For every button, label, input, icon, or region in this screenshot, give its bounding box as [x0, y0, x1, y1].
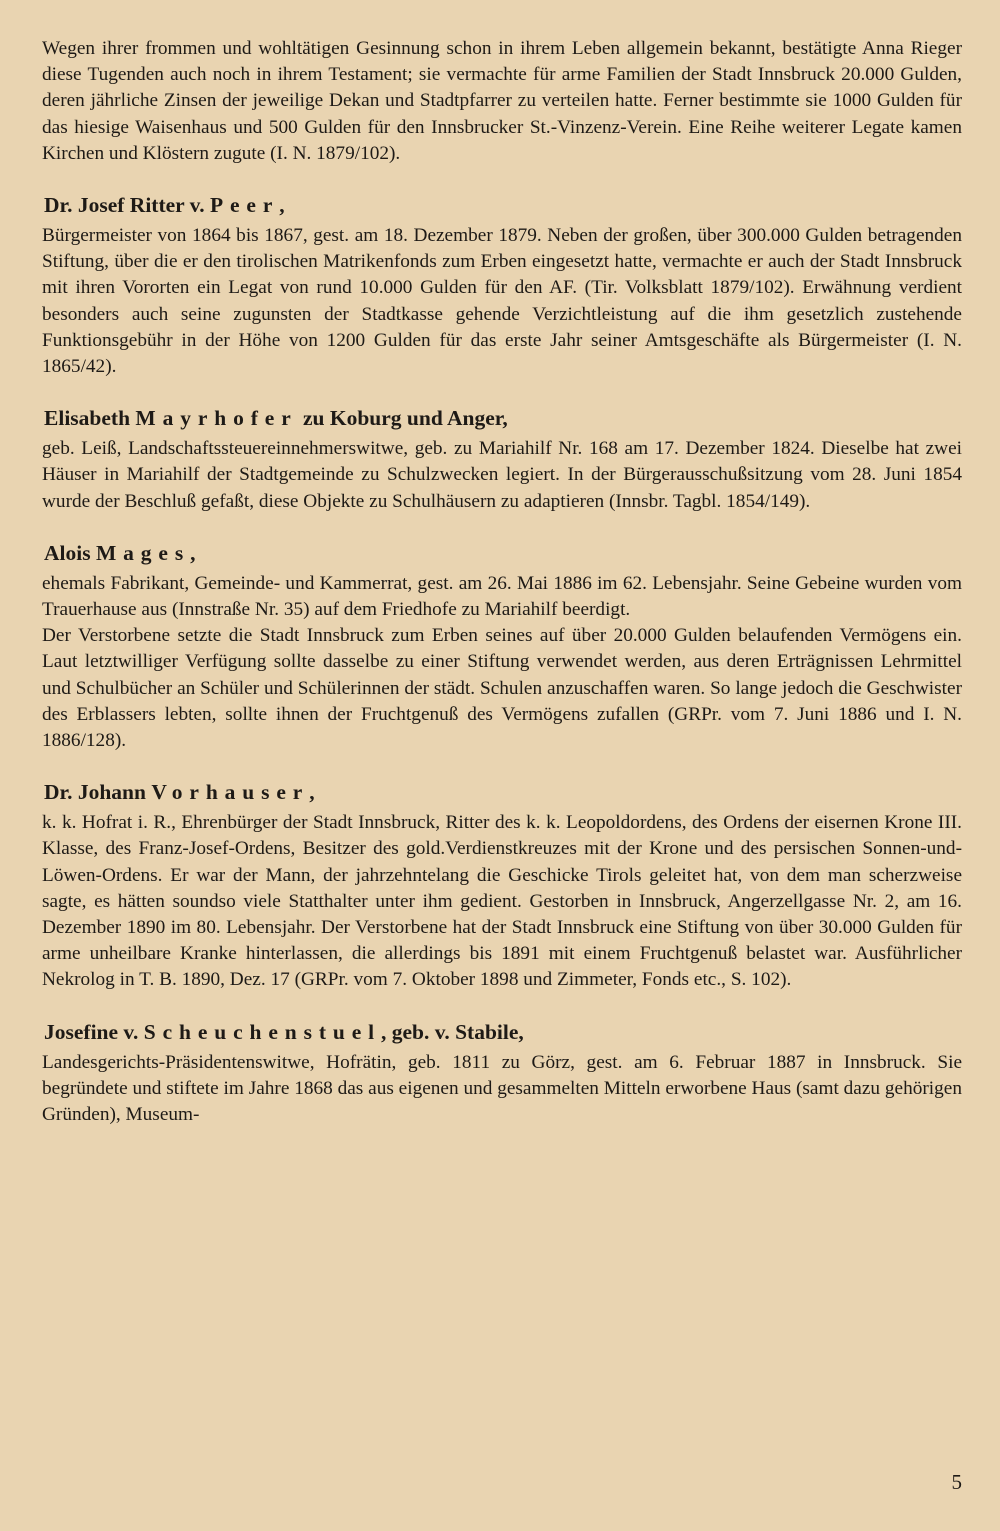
entry-body	[42, 571, 962, 754]
intro-paragraph: Wegen ihrer frommen und wohltätigen Gesinnung schon in ihrem Leben allgemein bekannt, bestätigte Anna Rieger diese Tugenden auch noch in ihrem Testament; sie vermachte für arme Familien der Stadt Innsbruck 20.000 Gulden, deren jährliche Zinsen der jeweilige Dekan und Stadtpfarrer zu verteilen hatte. Ferner bestimmte sie 1000 Gulden für das hiesige Waisenhaus und 500 Gulden für den Innsbrucker St.-Vinzenz-Verein. Eine Reihe weiterer Legate kamen Kirchen und Klöstern zugute (I. N. 1879/102).	[42, 38, 962, 164]
heading-prefix: Josefine v.	[44, 1019, 144, 1044]
entry-heading	[44, 778, 962, 806]
entry-paragraph: Bürgermeister von 1864 bis 1867, gest. am 18. Dezember 1879. Neben der großen, über 300.000 Gulden betragenden Stiftung, über die er den tirolischen Matrikenfonds zum Erben eingesetzt hatte, vermachte er auch der Stadt Innsbruck mit ihren Vororten ein Legat von rund 10.000 Gulden für den AF. (Tir. Volksblatt 1879/102). Erwähnung verdient besonders auch seine zugunsten der Stadtkasse gehende Verzichtleistung auf die ihm gesetzlich zustehende Funktionsgebühr in der Höhe von 1200 Gulden für das erste Jahr seiner Amtsgeschäfte als Bürgermeister (I. N. 1865/42).	[42, 225, 962, 378]
entry-heading	[44, 539, 962, 567]
page-number: 5	[951, 1470, 962, 1494]
entry-scheuchenstuel	[42, 1018, 962, 1129]
entry-paragraph: Landesgerichts-Präsidentenswitwe, Hofrätin, geb. 1811 zu Görz, gest. am 6. Februar 1887 in Innsbruck. Sie begründete und stiftete im Jahre 1868 das aus eigenen und gesammelten Mitteln erworbene Haus (samt dazu gehörigen Gründen), Museum-	[42, 1051, 962, 1126]
heading-suffix: ,	[309, 780, 315, 805]
heading-prefix: Dr. Josef Ritter v.	[44, 193, 210, 218]
entry-paragraph: ehemals Fabrikant, Gemeinde- und Kammerrat, gest. am 26. Mai 1886 im 62. Lebensjahr. Seine Gebeine wurden vom Trauerhause aus (Innstraße Nr. 35) auf dem Friedhofe zu Mariahilf beerdigt.	[42, 572, 962, 621]
heading-surname: Vorhauser	[151, 780, 310, 805]
heading-suffix: , geb. v. Stabile,	[381, 1019, 524, 1044]
heading-prefix: Dr. Johann	[44, 780, 152, 805]
entry-mages	[42, 539, 962, 754]
entry-peer	[42, 191, 962, 380]
heading-surname: Mayrhofer	[135, 406, 298, 431]
heading-prefix: Alois	[44, 540, 96, 565]
heading-surname: Mages	[95, 540, 191, 565]
entry-paragraph: Der Verstorbene setzte die Stadt Innsbruck zum Erben seines auf über 20.000 Gulden belaufenden Vermögens ein. Laut letztwilliger Verfügung sollte dasselbe zu einer Stiftung verwendet werden, aus deren Erträgnissen Lehrmittel und Schulbücher an Schüler und Schülerinnen der städt. Schulen anzuschaffen waren. So lange jedoch die Geschwister des Erblassers lebten, sollte ihnen der Fruchtgenuß des Vermögens zufallen (GRPr. vom 7. Juni 1886 und I. N. 1886/128).	[42, 625, 962, 752]
heading-suffix: ,	[279, 193, 285, 218]
entry-paragraph: geb. Leiß, Landschaftssteuereinnehmerswitwe, geb. zu Mariahilf Nr. 168 am 17. Dezember 1824. Dieselbe hat zwei Häuser in Mariahilf der Stadtgemeinde zu Schulzwecken legiert. In der Bürgerausschußsitzung vom 28. Juni 1854 wurde der Beschluß gefaßt, diese Objekte zu Schulhäusern zu adaptieren (Innsbr. Tagbl. 1854/149).	[42, 438, 962, 512]
heading-surname: Peer	[210, 193, 280, 218]
entry-heading	[44, 1018, 962, 1046]
document-page	[42, 36, 962, 1128]
entry-heading	[44, 191, 962, 219]
entry-paragraph: k. k. Hofrat i. R., Ehrenbürger der Stadt Innsbruck, Ritter des k. k. Leopoldordens, des Ordens der eisernen Krone III. Klasse, des Franz-Josef-Ordens, Besitzer des gold.Verdienstkreuzes mit der Krone und des persischen Sonnen-und-Löwen-Ordens. Er war der Mann, der jahrzehntelang die Geschicke Tirols geleitet hat, von dem man scherzweise sagte, es hätten soundso viele Statthalter unter ihm gedient. Gestorben in Innsbruck, Angerzellgasse Nr. 2, am 16. Dezember 1890 im 80. Lebensjahr. Der Verstorbene hat der Stadt Innsbruck eine Stiftung von über 30.000 Gulden für arme unheilbare Kranke hinterlassen, die allerdings bis 1891 mit einem Fruchtgenuß belastet war. Ausführlicher Nekrolog in T. B. 1890, Dez. 17 (GRPr. vom 7. Oktober 1898 und Zimmeter, Fonds etc., S. 102).	[42, 812, 962, 991]
heading-suffix: ,	[190, 540, 196, 565]
entry-mayrhofer	[42, 404, 962, 515]
heading-surname: Scheuchenstuel	[143, 1019, 382, 1044]
entry-heading	[44, 404, 962, 432]
heading-prefix: Elisabeth	[44, 406, 136, 431]
entry-body	[42, 810, 962, 993]
entry-body	[42, 436, 962, 515]
entry-body	[42, 223, 962, 380]
heading-suffix: zu Koburg und Anger,	[297, 406, 508, 431]
entry-vorhauser	[42, 778, 962, 993]
entry-body	[42, 1050, 962, 1129]
